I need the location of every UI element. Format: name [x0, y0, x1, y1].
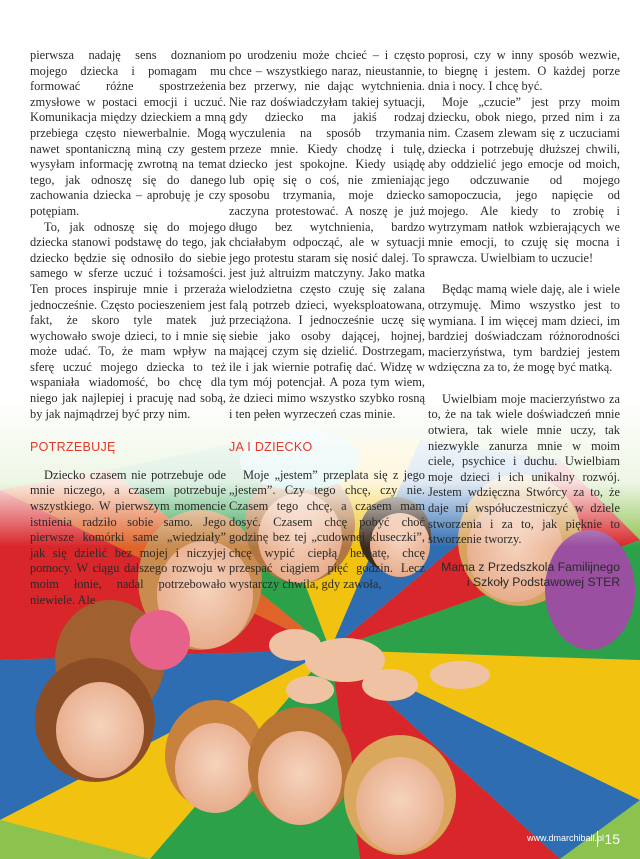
paragraph: Moje „czucie” jest przy moim dziecku, obok niego, przed nim i za nim. Czasem zlewam się z uczuciami dziecka i potrzebuję dłuższej chwili, aby oddzielić jego emocje od moich, jego odczuwanie od mojego samopoczucia, jego napięcie od mojego. Ale kiedy to zrobię i wytrzymam natłok wzbierających we mnie emocji, to czuję się mocna i sprawcza. Uwielbiam to uczucie!: [428, 94, 620, 265]
signature-line: Mama z Przedszkola Familijnego: [441, 559, 620, 574]
section-heading-potrzebuje: POTRZEBUJĘ: [30, 440, 116, 455]
paragraph: Dziecko czasem nie potrzebuje ode mnie niczego, a czasem potrzebuje wszystkiego. W pierwszym momencie istnienia radziło sobie samo. Jego pierwsze komórki same „wiedziały” jak się dzielić bez mojej i niczyjej pomocy. W ciągu dalszego rozwoju w moim łonie, nadal potrzebowało niewiele. Ale: [30, 467, 226, 607]
paragraph: Będąc mamą wiele daję, ale i wiele otrzymuję. Mimo wszystko jest to wymiana. I im więcej mam dzieci, im bardziej doświadczam różnorodności macierzyństwa, tym bardziej jestem wdzięczna za to, że mogę być matką.: [428, 282, 620, 375]
paragraph: pierwsza nadaję sens doznaniom mojego dziecka i pomagam mu formować różne spostrzeżenia zmysłowe w postaci emocji i uczuć. Komunikacja między dzieckiem a mną przebiega często niewerbalnie. Mogą nawet spontaniczną miną czy gestem wysyłam informację zwrotną na temat tego, jak odnoszę się do danego zachowania dziecka – aprobuję je czy potępiam.: [30, 48, 226, 218]
paragraph: po urodzeniu może chcieć – i często chce – wszystkiego naraz, nieustannie, bez przerwy, nie dając wytchnienia. Nie raz doświadczyłam takiej sytuacji, gdy dziecko ma jakiś rodzaj wyczulenia na sposób trzymania przeze mnie. Kiedy chodzę i tulę, dziecko jest spokojne. Kiedy usiądę lub opię się o coś, nie zmieniając sposobu trzymania, moje dziecko zaczyna protestować. A noszę je już długo bez wytchnienia, bardzo chciałabym odpocząć, ale w sytuacji jego protestu staram się nosić dalej. To jest już altruizm matczyny. Jako matka wielodzietna często czuję się zalana falą potrzeb dzieci, wyeksploatowana, przeciążona. I jednocześnie uczę się siebie jako osoby dającej, hojnej, mającej czym się dzielić. Dostrzegam, ile i jak wiernie potrafię dać. Widzę w tym mój potencjał. A poza tym wiem, że dzieci mimo wszystko szybko rosną i ten pełen wyrzeczeń czas minie.: [229, 48, 425, 421]
paragraph: Moje „jestem” przeplata się z jego „jestem”. Czy tego chcę, czy nie. Czasem tego chcę, a czasem mam dosyć. Czasem chcę pobyć choć godzinę bez tej „cudownej kluseczki”, chcę wypić ciepłą herbatę, chcę przespać ciągiem pięć godzin. Lecz wystarczy chwila, gdy zawoła,: [229, 467, 425, 591]
paragraph: Uwielbiam moje macierzyństwo za to, że na tak wiele doświadczeń mnie otwiera, tak wiele mnie uczy, tak niezwykle zanurza mnie w moim ciele, psychice i duchu. Uwielbiam moje dzieci i ich unikalny rozwój. Jestem wdzięczna Stwórcy za to, że daje mi współuczestniczyć w dziele stworzenia i za to, jak pięknie to stworzenie tworzy.: [428, 391, 620, 547]
footer-url: www.dmarchiball.pl: [526, 833, 604, 843]
author-signature: [428, 560, 620, 590]
page-number: 15: [597, 831, 620, 847]
text-column-3: [428, 48, 620, 590]
section-heading-ja-i-dziecko: JA I DZIECKO: [229, 440, 313, 455]
paragraph: poprosi, czy w inny sposób wezwie, to biegnę i jestem. O każdej porze dnia i nocy. I chcę być.: [428, 48, 620, 94]
signature-line: i Szkoły Podstawowej STER: [466, 574, 620, 589]
text-column-1: [30, 48, 226, 608]
text-column-2: [229, 48, 425, 593]
paragraph: To, jak odnoszę się do mojego dziecka stanowi podstawę do tego, jak dziecko będzie się odnosiło do siebie samego w sferze uczuć i tożsamości. Ten proces inspiruje mnie i przeraża jednocześnie. Często pocieszeniem jest fakt, że skoro tyle matek już wychowało swoje dzieci, to i mnie się może udać. To, że mam wpływ na sferę uczuć mojego dziecka to też wspaniała wiadomość, bo chcę dla niego jak najlepiej i pracuję nad sobą, by jak najmądrzej być przy nim.: [30, 219, 226, 421]
